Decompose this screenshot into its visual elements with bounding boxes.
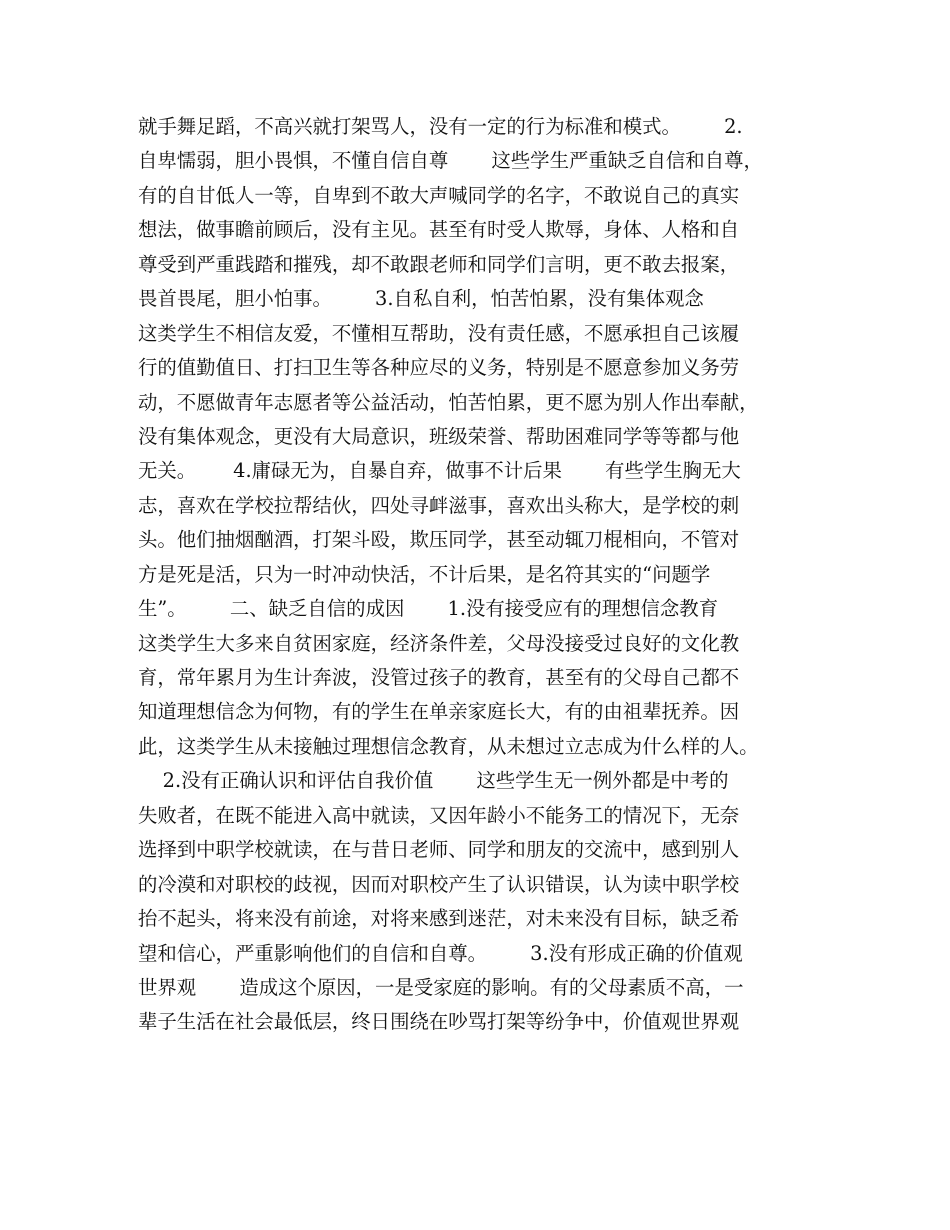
text-line: 无关。 4.庸碌无为，自暴自弃，做事不计后果 有些学生胸无大 — [138, 459, 741, 483]
text-line: 2.没有正确认识和评估自我价值 这些学生无一例外都是中考的 — [138, 769, 729, 793]
text-line: 没有集体观念，更没有大局意识，班级荣誉、帮助困难同学等等都与他 — [138, 424, 740, 448]
text-line: 育，常年累月为生计奔波，没管过孩子的教育，甚至有的父母自己都不 — [138, 666, 740, 689]
text-line: 志，喜欢在学校拉帮结伙，四处寻衅滋事，喜欢出头称大，是学校的刺 — [138, 493, 740, 517]
text-line: 此，这类学生从未接触过理想信念教育，从未想过立志成为什么样的人。 — [138, 734, 759, 758]
text-line: 失败者，在既不能进入高中就读，又因年龄小不能务工的情况下，无奈 — [138, 803, 740, 827]
text-line: 选择到中职学校就读，在与昔日老师、同学和朋友的交流中，感到别人 — [138, 838, 740, 862]
text-line: 畏首畏尾，胆小怕事。 3.自私自利，怕苦怕累，没有集体观念 — [138, 287, 704, 311]
text-line: 头。他们抽烟酗酒，打架斗殴，欺压同学，甚至动辄刀棍相向，不管对 — [138, 528, 740, 552]
text-line: 动，不愿做青年志愿者等公益活动，怕苦怕累，更不愿为别人作出奉献， — [138, 390, 759, 414]
text-line: 的冷漠和对职校的歧视，因而对职校产生了认识错误，认为读中职学校 — [138, 872, 740, 896]
text-line: 生”。 二、缺乏自信的成因 1.没有接受应有的理想信念教育 — [138, 597, 719, 621]
text-line: 尊受到严重践踏和摧残，却不敢跟老师和同学们言明，更不敢去报案， — [138, 252, 740, 276]
body-text — [138, 110, 818, 1040]
text-line: 望和信心，严重影响他们的自信和自尊。 3.没有形成正确的价值观 — [138, 941, 743, 965]
text-line: 行的值勤值日、打扫卫生等各种应尽的义务，特别是不愿意参加义务劳 — [138, 356, 740, 380]
text-line: 这类学生大多来自贫困家庭，经济条件差，父母没接受过良好的文化教 — [138, 631, 740, 655]
text-line: 这类学生不相信友爱，不懂相互帮助，没有责任感，不愿承担自己该履 — [138, 321, 740, 345]
text-line: 有的自甘低人一等，自卑到不敢大声喊同学的名字，不敢说自己的真实 — [138, 183, 740, 207]
text-line: 知道理想信念为何物，有的学生在单亲家庭长大，有的由祖辈抚养。因 — [138, 700, 740, 724]
text-line: 自卑懦弱，胆小畏惧，不懂自信自尊 这些学生严重缺乏自信和自尊， — [138, 149, 763, 173]
text-line: 想法，做事瞻前顾后，没有主见。甚至有时受人欺辱，身体、人格和自 — [138, 218, 740, 242]
text-line: 方是死是活，只为一时冲动快活，不计后果，是名符其实的“问题学 — [138, 562, 711, 586]
text-line: 辈子生活在社会最低层，终日围绕在吵骂打架等纷争中，价值观世界观 — [138, 1010, 740, 1034]
text-line: 就手舞足蹈，不高兴就打架骂人，没有一定的行为标准和模式。 2. — [138, 115, 743, 138]
text-line: 世界观 造成这个原因，一是受家庭的影响。有的父母素质不高，一 — [138, 975, 744, 999]
text-line: 抬不起头，将来没有前途，对将来感到迷茫，对未来没有目标，缺乏希 — [138, 907, 740, 931]
